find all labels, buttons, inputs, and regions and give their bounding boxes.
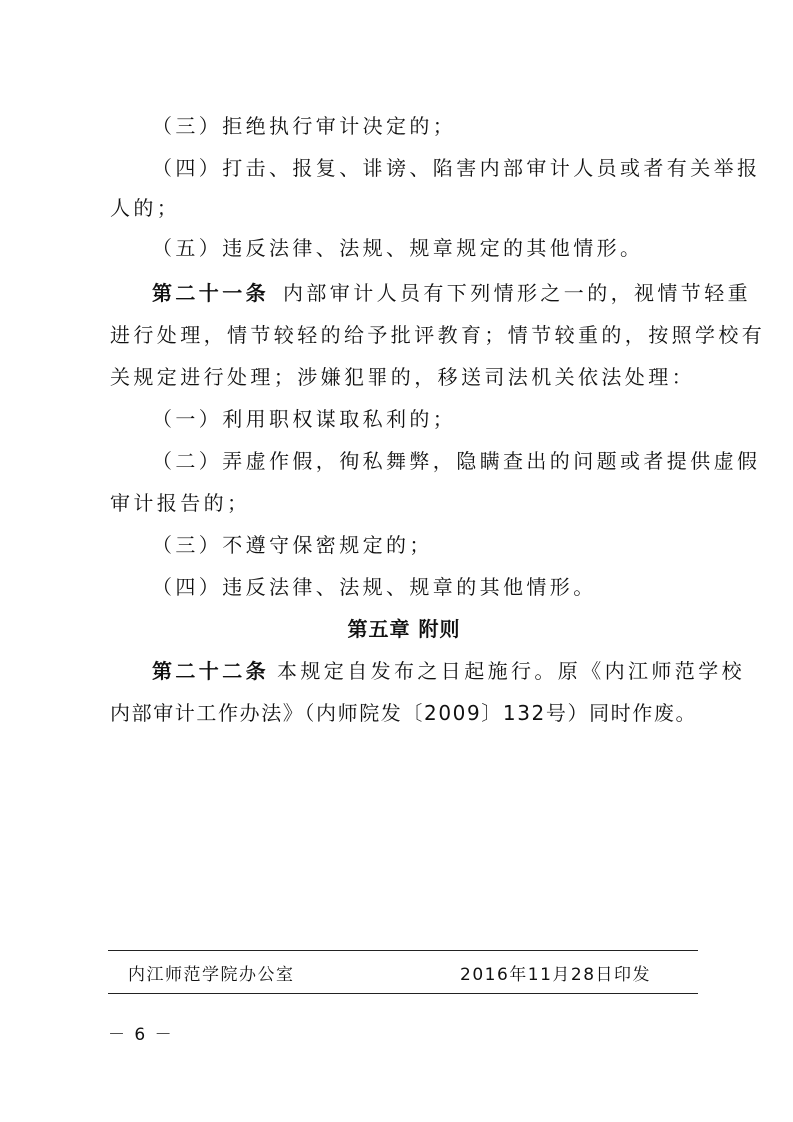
article-22-text1: 本规定自发布之日起施行。原《内江师范学校 <box>277 659 745 683</box>
footer-bottom-rule <box>108 993 698 994</box>
item-4-retaliation-line1: （四）打击、报复、诽谤、陷害内部审计人员或者有关举报 <box>152 156 761 180</box>
page-number: － 6 － <box>108 1025 174 1045</box>
article-21-line3: 关规定进行处理；涉嫌犯罪的，移送司法机关依法处理： <box>110 365 695 389</box>
item21-4: （四）违反法律、法规、规章的其他情形。 <box>152 575 597 599</box>
footer-top-rule <box>108 950 698 951</box>
item21-2-line1: （二）弄虚作假，徇私舞弊，隐瞒查出的问题或者提供虚假 <box>152 449 761 473</box>
article-21-line2: 进行处理，情节较轻的给予批评教育；情节较重的，按照学校有 <box>110 323 766 347</box>
footer-date: 2016年11月28日印发 <box>460 965 652 985</box>
item-3-refuse-audit-decision: （三）拒绝执行审计决定的； <box>152 114 457 138</box>
article-22-line2: 内部审计工作办法》（内师院发〔2009〕132号）同时作废。 <box>110 701 698 725</box>
article-21-line1 <box>110 275 751 312</box>
article-21-label: 第二十一条 <box>152 281 269 305</box>
item21-1: （一）利用职权谋取私利的； <box>152 407 457 431</box>
article-22-label: 第二十二条 <box>152 659 269 683</box>
item21-2-line2: 审计报告的； <box>110 491 251 515</box>
item-4-retaliation-line2: 人的； <box>110 196 181 220</box>
footer-issuer: 内江师范学院办公室 <box>128 965 295 985</box>
article-21-text1: 内部审计人员有下列情形之一的，视情节轻重 <box>283 281 751 305</box>
article-22-line1 <box>110 653 745 690</box>
item-5-other-violations: （五）违反法律、法规、规章规定的其他情形。 <box>152 236 644 260</box>
chapter-5-heading: 第五章 附则 <box>347 617 461 641</box>
item21-3: （三）不遵守保密规定的； <box>152 533 433 557</box>
